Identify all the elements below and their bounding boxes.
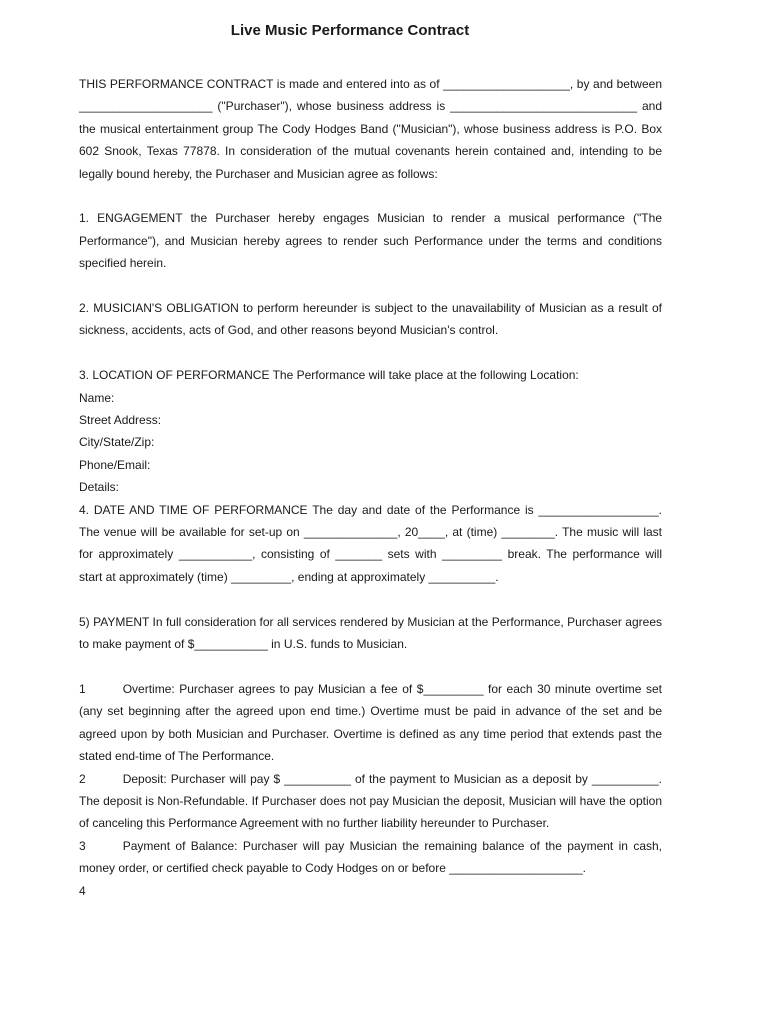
payment-item-number: 3 (79, 838, 86, 853)
document-title: Live Music Performance Contract (230, 22, 470, 39)
document-body (79, 73, 662, 902)
payment-item (79, 678, 662, 768)
payment-item-text: Overtime: Purchaser agrees to pay Musician a fee of $_________ for each 30 minute overtime set (any set beginning after the agreed upon end time.) Overtime must be paid in advance of the set and be agreed upon by both Musician and Purchaser. Overtime is defined as any time period that extends past the stated end-time of The Performance. (79, 681, 662, 764)
payment-item-number: 1 (79, 681, 86, 696)
intro-paragraph: THIS PERFORMANCE CONTRACT is made and entered into as of ___________________, by and between ____________________ ("Purchaser"), whose business address is ____________________________ and the musical entertainment group The Cody Hodges Band ("Musician"), whose business address is P.O. Box 602 Snook, Texas 77878. In consideration of the mutual covenants herein contained and, intending to be legally bound hereby, the Purchaser and Musician agree as follows: (79, 77, 662, 181)
musician-obligation-section: 2. MUSICIAN'S OBLIGATION to perform hereunder is subject to the unavailability of Musician as a result of sickness, accidents, acts of God, and other reasons beyond Musician's control. (79, 301, 662, 338)
location-heading: 3. LOCATION OF PERFORMANCE The Performance will take place at the following Location: (79, 368, 579, 383)
location-field-city: City/State/Zip: (79, 435, 155, 450)
payment-item-text: Deposit: Purchaser will pay $ __________ of the payment to Musician as a deposit by __________. The deposit is Non-Refundable. If Purchaser does not pay Musician the deposit, Musician will have the option of canceling this Performance Agreement with no further liability hereunder to Purchaser. (79, 771, 662, 831)
trailing-item-number: 4 (79, 883, 86, 898)
engagement-section: 1. ENGAGEMENT the Purchaser hereby engages Musician to render a musical performance ("The Performance"), and Musician hereby agrees to render such Performance under the terms and conditions specified herein. (79, 211, 662, 271)
payment-item (79, 835, 662, 880)
payment-item-number: 2 (79, 771, 86, 786)
location-field-contact: Phone/Email: (79, 457, 151, 472)
payment-section: 5) PAYMENT In full consideration for all services rendered by Musician at the Performance, Purchaser agrees to make payment of $___________ in U.S. funds to Musician. (79, 614, 662, 652)
location-field-street: Street Address: (79, 413, 162, 428)
payment-item (79, 768, 662, 835)
location-field-details: Details: (79, 480, 120, 495)
date-time-section: 4. DATE AND TIME OF PERFORMANCE The day and date of the Performance is __________________. The venue will be available for set-up on ______________, 20____, at (time) ________. The music will last for approximately ___________, consisting of _______ sets with _________ break. The performance will start at approximately (time) _________, ending at approximately __________. (79, 502, 662, 584)
location-field-name: Name: (79, 390, 115, 405)
payment-item-text: Payment of Balance: Purchaser will pay Musician the remaining balance of the payment in cash, money order, or certified check payable to Cody Hodges on or before ____________________. (79, 838, 662, 876)
